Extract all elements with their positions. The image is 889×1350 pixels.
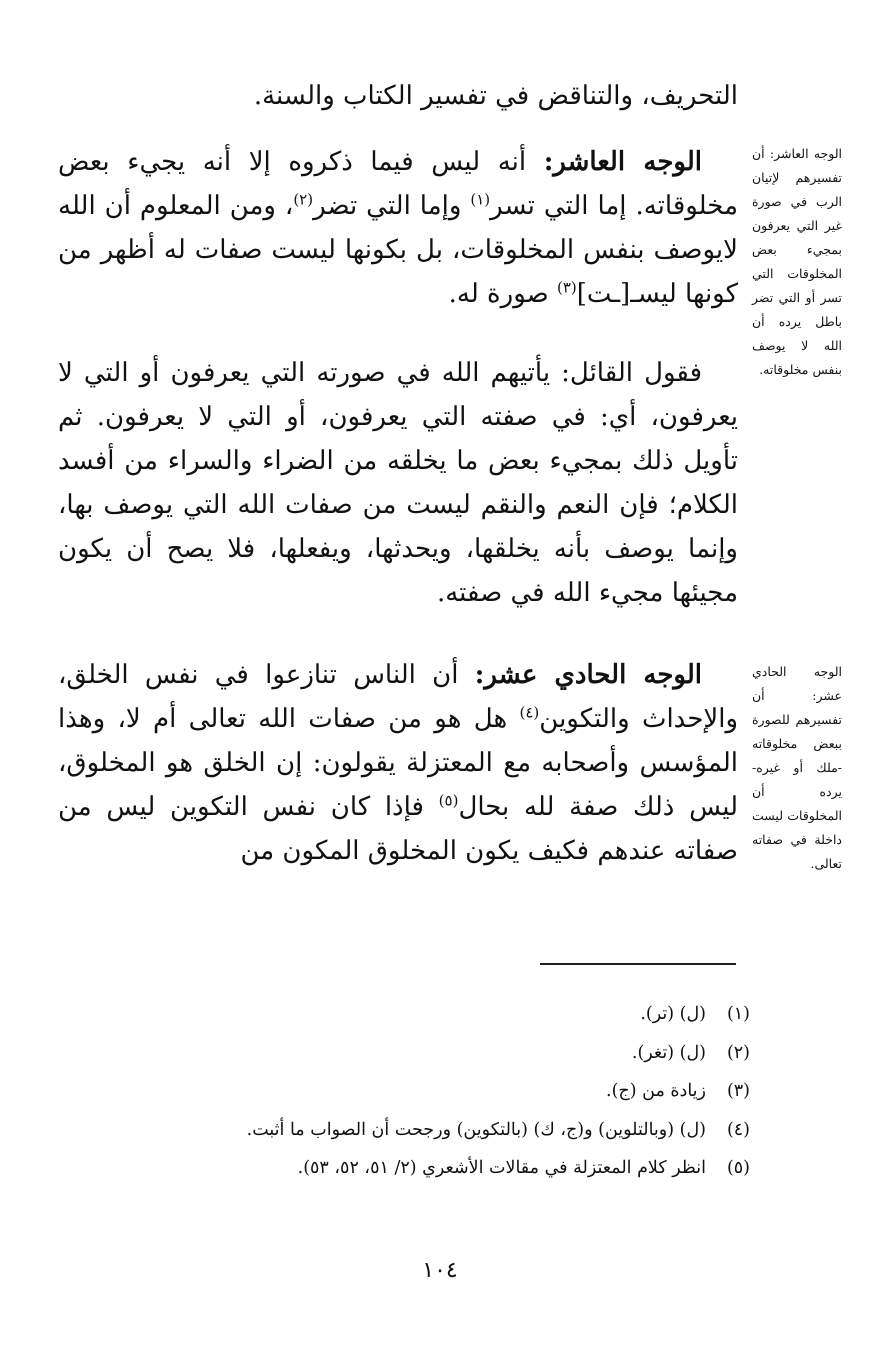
footnote-ref-4: (٤) [519,703,540,722]
footnote-item [100,1149,750,1188]
page-number: ١٠٤ [422,1258,458,1283]
paragraph-saying [58,351,738,615]
footnote-ref-3: (٣) [556,278,577,297]
footnote-item [100,995,750,1034]
footnote-number: (٤) [726,1119,750,1140]
footnote-number: (٢) [726,1042,750,1063]
text-segment: أن الناس تنازعوا في نفس الخلق، والإحداث والتكوين [58,660,738,734]
text-segment: وإما التي تضر [313,191,471,221]
text-segment: فإذا كان نفس التكوين ليس من صفاته عندهم فكيف يكون المخلوق المكون من [58,792,738,866]
footnote-item [100,1111,750,1150]
paragraph-tenth-aspect [58,140,738,316]
footnote-ref-2: (٢) [293,190,314,209]
footnote-text: زيادة من (ج). [606,1081,706,1101]
footnote-ref-5: (٥) [438,791,459,810]
heading-tenth-aspect: الوجه العاشر: [543,147,703,177]
footnote-item [100,1034,750,1073]
paragraph-eleventh-aspect [58,653,738,873]
footnotes [100,995,750,1188]
footnote-ref-1: (١) [470,190,491,209]
margin-note-tenth: الوجه العاشر: أن تفسيرهم لإتيان الرب في صورة غير التي يعرفون بمجيء بعض المخلوقات التي تسر أو التي تضر باطل يرده أن الله لا يوصف بنفس مخلوقاته. [752,146,842,377]
footnote-separator [540,963,736,965]
saying-text: فقول القائل: يأتيهم الله في صورته التي يعرفون أو التي لا يعرفون، أي: في صفته التي يعرفون، أو التي لا يعرفون. ثم تأويل ذلك بمجيء بعض ما يخلقه من الضراء والسراء من أفسد الكلام؛ فإن النعم والنقم ليست من صفات الله التي يوصف بها، وإنما يوصف بأنه يخلقها، ويحدثها، ويفعلها، فلا يصح أن يكون مجيئها مجيء الله في صفته. [58,358,738,608]
text-segment: صورة له. [448,279,557,309]
footnote-text: (ل) (وبالتلوين) و(ج، ك) (بالتكوين) ورجحت أن الصواب ما أثبت. [246,1119,706,1140]
text-segment: ، ومن المعلوم أن الله لايوصف بنفس المخلوقات، بل بكونها ليست صفات له أظهر من كونها ليسـ[ـت] [58,191,738,309]
footnote-text: (ل) (تر). [640,1004,706,1024]
heading-eleventh-aspect: الوجه الحادي عشر: [474,660,702,690]
continuation-line: التحريف، والتناقض في تفسير الكتاب والسنة. [253,81,738,111]
text-segment: أنه ليس فيما ذكروه إلا أنه يجيء بعض مخلوقاته. إما التي تسر [58,147,738,221]
text-segment: هل هو من صفات الله تعالى أم لا، وهذا المؤسس وأصحابه مع المعتزلة يقولون: إن الخلق هو المخلوق، ليس ذلك صفة لله بحال [58,704,738,822]
footnote-text: انظر كلام المعتزلة في مقالات الأشعري (٢/ ٥١، ٥٢، ٥٣). [297,1158,706,1178]
margin-note-eleventh: الوجه الحادي عشر: أن تفسيرهم للصورة ببعض مخلوقاته -ملك أو غيره- يرده أن المخلوقات ليست داخلة في صفاته تعالى. [752,664,842,871]
footnote-number: (٣) [726,1081,750,1101]
footnote-item [100,1072,750,1111]
main-text-continuation [58,74,738,118]
footnote-number: (١) [726,1004,750,1024]
footnote-text: (ل) (تغر). [631,1042,706,1063]
footnote-number: (٥) [726,1158,750,1178]
